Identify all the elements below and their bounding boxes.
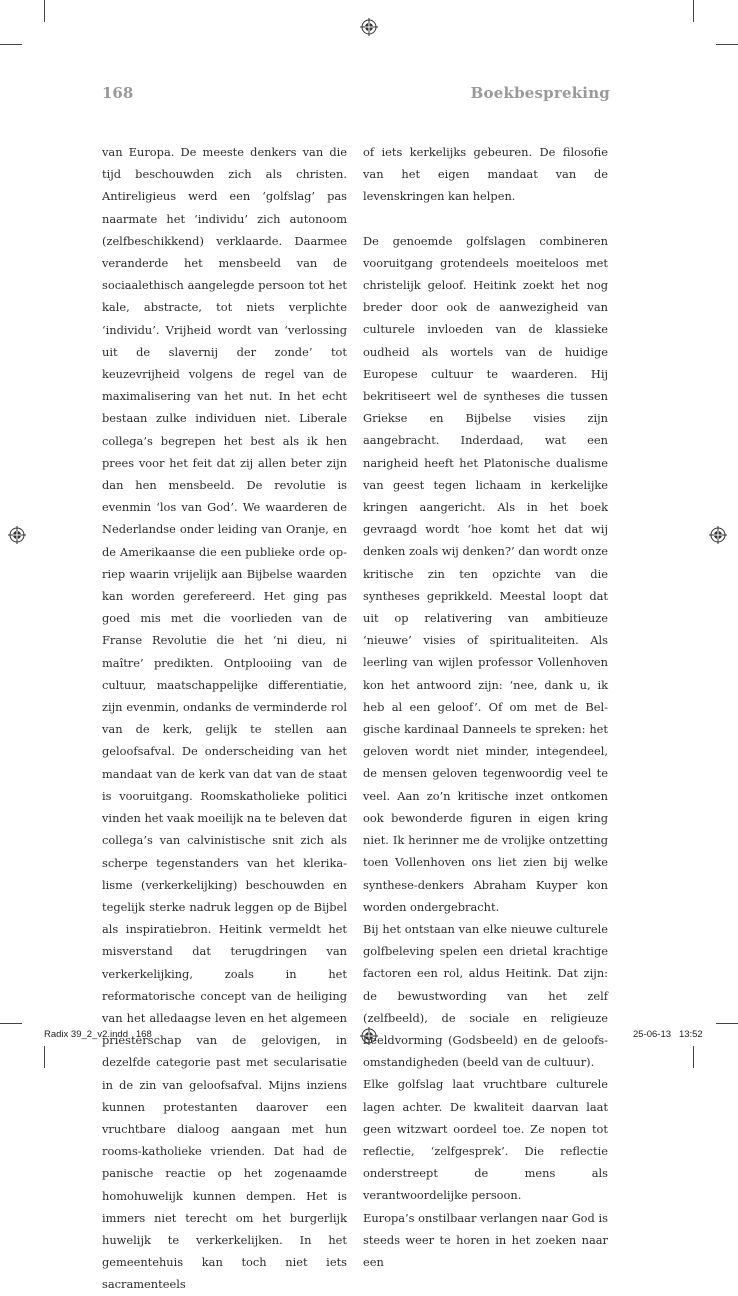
text-column-right	[363, 141, 608, 1273]
registration-mark-icon	[8, 526, 26, 544]
paragraph: De genoemde golfslagen combineren vooruitgang grotendeels moeiteloos met christelijk geloof. Heitink zoekt het nog breder door ook de aanwezigheid van culturele invloeden van de klassieke oudheid als wortels van de huidige Europese cultuur te waarderen. Hij bekritiseert wel de syntheses die tussen Griekse en Bijbelse visies zijn aangebracht. Inderdaad, wat een narigheid heeft het Platonische dualisme van geest tegen lichaam in kerkelijke kringen aangericht. Als in het boek gevraagd wordt ‘hoe komt het dat wij denken zoals wij denken?’ dan wordt onze kritische zin ten opzichte van die syntheses geprikkeld. Meestal loopt dat uit op relativering van ambitieuze ‘nieuwe’ visies of spiritualiteiten. Als leerling van wijlen professor Vollenhoven kon het antwoord zijn: ‘nee, dank u, ik heb al een geloof’. Of om met de Belgische kardinaal Danneels te spreken: het geloven wordt niet minder, integendeel, de mensen geloven tegenwoordig veel te veel. Aan zo’n kritische inzet ontkomen ook bewonderde figuren in eigen kring niet. Ik herinner me de vrolijke ontzetting toen Vollenhoven ons liet zien bij welke synthese-denkers Abraham Kuyper kon worden ondergebracht.	[363, 233, 608, 914]
paragraph: of iets kerkelijks gebeuren. De filosofie van het eigen mandaat van de levenskringen kan helpen.	[363, 145, 608, 204]
crop-mark-top-right-v	[693, 0, 694, 22]
paragraph: Europa’s onstilbaar verlangen naar God is steeds weer te horen in het zoeken naar een	[363, 1210, 608, 1269]
paragraph: van Europa. De meeste denkers van die tijd beschouwden zich als christen. Antireligieus werd een ‘golfslag’ pas naarmate het ‘individu’ zich autonoom (zelfbeschikkend) verklaarde. Daarmee veranderde het mensbeeld van de sociaalethisch aangelegde persoon tot het kale, abstracte, tot niets verplichte ‘individu’. Vrijheid wordt van ‘verlossing uit de slavernij der zonde’ tot keuzevrijheid volgens de regel van de maximalisering van het nut. In het echt bestaan zulke individuen niet. Liberale collega’s begrepen het best als ik hen prees voor het feit dat zij allen beter zijn dan hen mensbeeld. De revolutie is evenmin ‘los van God’. We waarderen de Nederlandse onder leiding van Oranje, en de Amerikaanse die een publieke orde opriep waarin vrijelijk aan Bijbelse waarden kan worden gerefereerd. Het ging pas goed mis met die voorlieden van de Franse Revolutie die het ‘ni dieu, ni maître’ predikten. Ontplooiing van de cultuur, maatschappelijke differentiatie, zijn evenmin, ondanks de verminderde rol van de kerk, gelijk te stellen aan geloofsafval. De onderscheiding van het mandaat van de kerk van dat van de staat is vooruitgang. Roomskatholieke politici vinden het vaak moeilijk na te beleven dat collega’s van calvinistische snit zich als scherpe tegenstanders van het klerikalisme (verkerkelijking) beschouwden en tegelijk sterke nadruk leggen op de Bijbel als inspiratiebron. Heitink vermeldt het misverstand dat terugdringen van verkerkelijking, zoals in het reformatorische concept van de heiliging van het alledaagse leven en het algemeen priesterschap van de gelovigen, in dezelfde categorie past met secularisatie in de zin van geloofsafval. Mijns inziens kunnen protestanten daarover een vruchtbare dialoog aangaan met hun rooms-katholieke vrienden. Dat had de panische reactie op het zogenaamde homohuwelijk kunnen dempen. Het is immers niet terecht om het burgerlijk huwelijk te verkerkelijken. In het gemeentehuis kan toch niet iets sacramenteels	[102, 145, 347, 1292]
crop-mark-top-right-h	[716, 44, 738, 45]
crop-mark-bottom-right-v	[693, 1046, 694, 1068]
crop-mark-bottom-right-h	[716, 1023, 738, 1024]
footer-date-time: 25-06-13 13:52	[633, 1029, 703, 1040]
crop-mark-top-left-h	[0, 44, 22, 45]
text-column-left	[102, 141, 347, 1296]
section-title: Boekbespreking	[470, 84, 610, 102]
crop-mark-bottom-left-h	[0, 1023, 22, 1024]
footer-file-info: Radix 39_2_v2.indd 168	[44, 1029, 152, 1040]
paragraph: Elke golfslag laat vruchtbare culturele lagen achter. De kwaliteit daarvan laat geen witzwart oordeel toe. Ze nopen tot reflectie, ‘zelfgesprek’. Die reflectie onderstreept de mens als verantwoordelijke persoon.	[363, 1077, 608, 1203]
paragraph: Bij het ontstaan van elke nieuwe culturele golfbeleving spelen een drietal krachtige factoren een rol, aldus Heitink. Dat zijn: de bewustwording van het zelf (zelfbeeld), de sociale en religieuze beeldvorming (Godsbeeld) en de geloofsomstandigheden (beeld van de cultuur).	[363, 921, 608, 1070]
crop-mark-top-left-v	[44, 0, 45, 22]
registration-mark-icon	[709, 526, 727, 544]
crop-mark-bottom-left-v	[44, 1046, 45, 1068]
page-number: 168	[102, 84, 134, 102]
registration-mark-icon	[360, 18, 378, 36]
